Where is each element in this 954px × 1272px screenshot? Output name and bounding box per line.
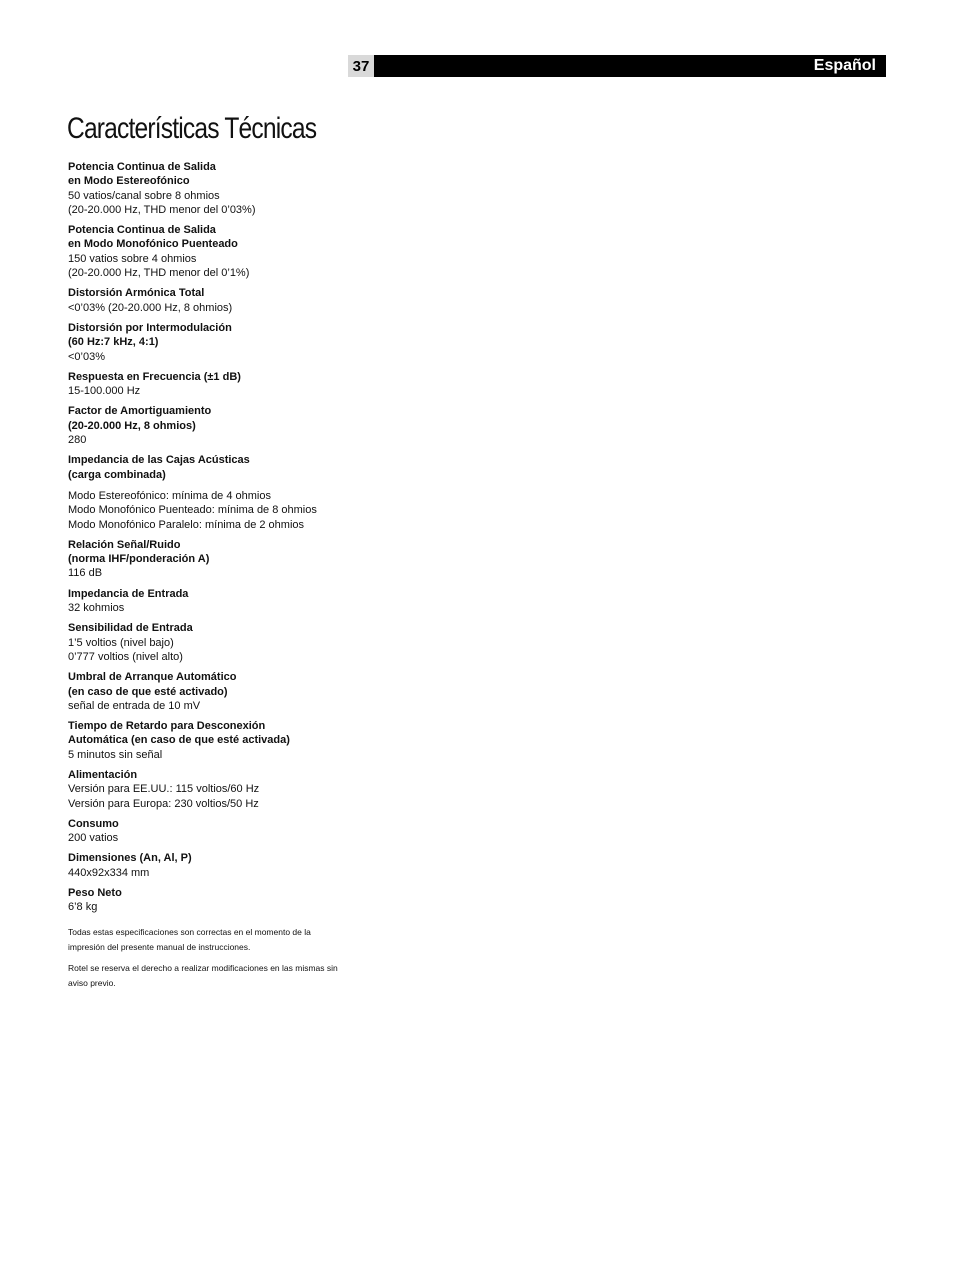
spec-label: Impedancia de las Cajas Acústicas (carga combinada) <box>68 454 250 481</box>
spec-label: Impedancia de Entrada <box>68 587 189 600</box>
spec-label: Sensibilidad de Entrada <box>68 622 193 635</box>
spec-item <box>68 286 338 315</box>
spec-list <box>68 160 338 997</box>
spec-item <box>68 321 338 364</box>
spec-label: Alimentación <box>68 768 138 781</box>
spec-value: 200 vatios <box>68 832 119 845</box>
spec-item <box>68 370 338 399</box>
spec-value: 6’8 kg <box>68 901 98 914</box>
footnotes <box>68 925 338 991</box>
spec-value: <0’03% (20-20.000 Hz, 8 ohmios) <box>68 301 233 314</box>
spec-item <box>68 621 338 664</box>
spec-value: Versión para EE.UU.: 115 voltios/60 Hz Versión para Europa: 230 voltios/50 Hz <box>68 783 260 810</box>
language-label: Español <box>813 57 876 74</box>
spec-item <box>68 404 338 447</box>
spec-value: 5 minutos sin señal <box>68 748 163 761</box>
spec-value: 32 kohmios <box>68 602 125 615</box>
spec-value: 440x92x334 mm <box>68 866 150 879</box>
spec-label: Peso Neto <box>68 887 122 900</box>
spec-item <box>68 223 338 280</box>
spec-value: 15-100.000 Hz <box>68 385 141 398</box>
spec-label: Relación Señal/Ruido (norma IHF/ponderación A) <box>68 538 210 566</box>
footnote: Todas estas especificaciones son correctas en el momento de la impresión del presente manual de instrucciones. <box>68 926 311 952</box>
footnote: Rotel se reserva el derecho a realizar modificaciones en las mismas sin aviso previo. <box>68 962 338 988</box>
spec-item <box>68 768 338 811</box>
spec-value: 50 vatios/canal sobre 8 ohmios (20-20.000 Hz, THD menor del 0’03%) <box>68 189 256 216</box>
spec-value: 150 vatios sobre 4 ohmios (20-20.000 Hz, THD menor del 0’1%) <box>68 252 250 280</box>
spec-value: 116 dB <box>68 567 103 580</box>
spec-item <box>68 851 338 880</box>
spec-label: Distorsión Armónica Total <box>68 287 205 300</box>
spec-value: Modo Estereofónico: mínima de 4 ohmios Modo Monofónico Puenteado: mínima de 8 ohmios Modo Monofónico Paralelo: mínima de 2 ohmios <box>68 489 317 531</box>
spec-item <box>68 160 338 217</box>
page-number: 37 <box>348 55 374 77</box>
page-header-bar <box>348 55 886 77</box>
spec-label: Potencia Continua de Salida en Modo Monofónico Puenteado <box>68 224 238 251</box>
spec-label: Tiempo de Retardo para Desconexión Automática (en caso de que esté activada) <box>68 720 290 747</box>
spec-label: Dimensiones (An, Al, P) <box>68 852 192 865</box>
spec-label: Potencia Continua de Salida en Modo Estereofónico <box>68 161 216 188</box>
spec-value: 1’5 voltios (nivel bajo) 0’777 voltios (nivel alto) <box>68 636 183 663</box>
spec-item <box>68 538 338 581</box>
spec-label: Respuesta en Frecuencia (±1 dB) <box>68 370 241 383</box>
spec-value: señal de entrada de 10 mV <box>68 699 201 712</box>
spec-item <box>68 817 338 846</box>
spec-label: Consumo <box>68 817 119 830</box>
spec-item <box>68 719 338 762</box>
spec-item <box>68 670 338 713</box>
spec-label: Distorsión por Intermodulación (60 Hz:7 kHz, 4:1) <box>68 321 232 349</box>
spec-value: <0’03% <box>68 350 106 363</box>
spec-label: Umbral de Arranque Automático (en caso de que esté activado) <box>68 671 237 698</box>
spec-item <box>68 453 338 531</box>
page-title: Características Técnicas <box>67 112 317 145</box>
spec-item <box>68 587 338 616</box>
spec-item <box>68 886 338 915</box>
spec-value: 280 <box>68 434 87 447</box>
spec-label: Factor de Amortiguamiento (20-20.000 Hz, 8 ohmios) <box>68 405 212 432</box>
